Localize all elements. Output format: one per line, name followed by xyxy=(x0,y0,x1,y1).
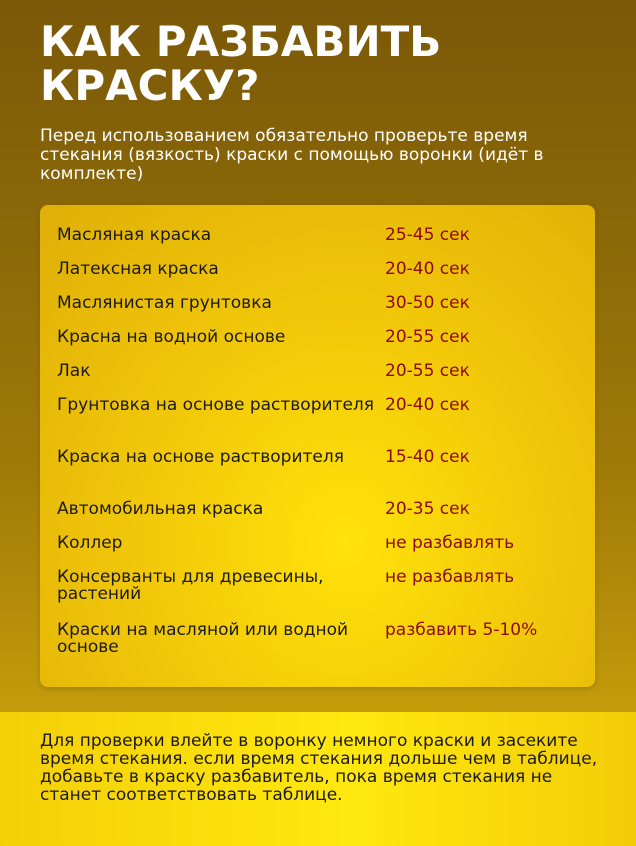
paint-type: Масляная краска xyxy=(57,225,212,245)
table-row xyxy=(57,363,587,380)
flow-time: 20-40 сек xyxy=(385,395,470,415)
table-row xyxy=(57,622,587,656)
paint-type: Лак xyxy=(57,361,91,381)
flow-time: не разбавлять xyxy=(385,533,515,553)
table-row xyxy=(57,501,587,518)
table-row xyxy=(57,295,587,312)
instruction-note: Для проверки влейте в воронку немного краски и засеките время стекания. если время стекания дольше чем в таблице, добавьте в краску разбавитель, пока время стекания не станет соответствовать таблице. xyxy=(40,731,598,805)
paint-type: Автомобильная краска xyxy=(57,499,264,519)
flow-time: 30-50 сек xyxy=(385,293,470,313)
table-row xyxy=(57,449,587,466)
table-row xyxy=(57,397,587,414)
flow-time: 15-40 сек xyxy=(385,447,470,467)
flow-time: разбавить 5-10% xyxy=(385,620,538,640)
flow-time: 20-55 сек xyxy=(385,361,470,381)
table-row xyxy=(57,569,587,603)
paint-type: Грунтовка на основе растворителя xyxy=(57,395,374,415)
table-row xyxy=(57,329,587,346)
paint-type: Краска на основе растворителя xyxy=(57,447,344,467)
paint-type: Маслянистая грунтовка xyxy=(57,293,272,313)
page-title: КАК РАЗБАВИТЬ КРАСКУ? xyxy=(40,17,442,110)
flow-time: 20-40 сек xyxy=(385,259,470,279)
paint-type: Латексная краска xyxy=(57,259,219,279)
table-row xyxy=(57,227,587,244)
flow-time: 20-35 сек xyxy=(385,499,470,519)
intro-text: Перед использованием обязательно проверьте время стекания (вязкость) краски с помощью воронки (идёт в комплекте) xyxy=(40,126,544,184)
table-row xyxy=(57,535,587,552)
paint-type: Красна на водной основе xyxy=(57,327,286,347)
flow-time: не разбавлять xyxy=(385,567,515,587)
table-row xyxy=(57,261,587,278)
dilution-table xyxy=(40,205,595,687)
paint-type: Консерванты для древесины, растений xyxy=(57,567,324,604)
paint-type: Краски на масляной или водной основе xyxy=(57,620,349,657)
paint-type: Коллер xyxy=(57,533,123,553)
flow-time: 20-55 сек xyxy=(385,327,470,347)
flow-time: 25-45 сек xyxy=(385,225,470,245)
